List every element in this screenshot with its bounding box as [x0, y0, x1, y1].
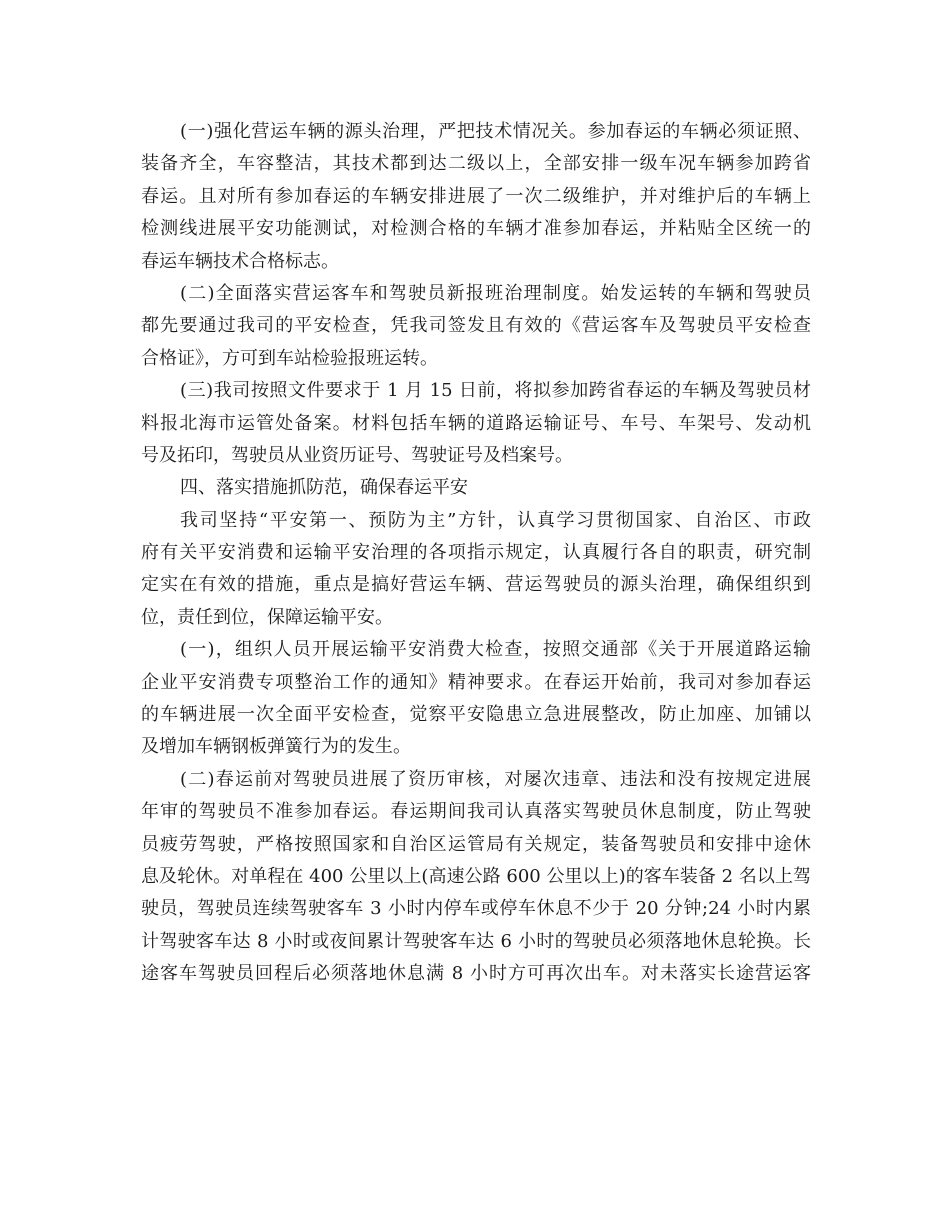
text-line: 四、落实措施抓防范，确保春运平安 [180, 477, 468, 499]
text-line: 府有关平安消费和运输平安治理的各项指示规定，认真履行各自的职责，研究制 [141, 542, 811, 564]
paragraph-p2 [141, 278, 811, 375]
text-line: 年审的驾驶员不准参加春运。春运期间我司认真落实驾驶员休息制度，防止驾驶 [141, 801, 811, 823]
text-line: 驶员，驾驶员连续驾驶客车 3 小时内停车或停车休息不少于 20 分钟;24 小时内累 [141, 898, 811, 920]
text-line: (一)，组织人员开展运输平安消费大检查，按照交通部《关于开展道路运输 [180, 639, 811, 661]
text-line: 的车辆进展一次全面平安检查，觉察平安隐患立急进展整改，防止加座、加铺以 [141, 704, 811, 726]
paragraph-p5 [141, 505, 811, 635]
text-line: 装备齐全，车容整洁，其技术都到达二级以上，全部安排一级车况车辆参加跨省 [141, 153, 811, 175]
paragraph-p1 [141, 116, 811, 278]
text-line: 位，责任到位，保障运输平安。 [141, 606, 393, 628]
text-line: (二)春运前对驾驶员进展了资历审核，对屡次违章、违法和没有按规定进展 [180, 768, 811, 790]
text-line: 息及轮休。对单程在 400 公里以上(高速公路 600 公里以上)的客车装备 2 名以上驾 [141, 865, 811, 887]
text-line: 员疲劳驾驶，严格按照国家和自治区运管局有关规定，装备驾驶员和安排中途休 [141, 833, 811, 855]
text-line: 都先要通过我司的平安检查，凭我司签发且有效的《营运客车及驾驶员平安检查 [141, 315, 811, 337]
text-line: 途客车驾驶员回程后必须落地休息满 8 小时方可再次出车。对未落实长途营运客 [141, 963, 811, 985]
text-line: (一)强化营运车辆的源头治理，严把技术情况关。参加春运的车辆必须证照、 [180, 121, 811, 142]
text-line: 检测线进展平安功能测试，对检测合格的车辆才准参加春运，并粘贴全区统一的 [141, 218, 811, 240]
text-line: 春运车辆技术合格标志。 [141, 250, 339, 272]
text-line: 我司坚持“平安第一、预防为主”方针，认真学习贯彻国家、自治区、市政 [180, 509, 811, 531]
text-line: 计驾驶客车达 8 小时或夜间累计驾驶客车达 6 小时的驾驶员必须落地休息轮换。长 [141, 930, 811, 952]
text-line: 号及拓印，驾驶员从业资历证号、驾驶证号及档案号。 [141, 444, 573, 466]
text-line: 合格证》，方可到车站检验报班运转。 [141, 347, 438, 369]
text-line: (三)我司按照文件要求于 1 月 15 日前，将拟参加跨省春运的车辆及驾驶员材 [180, 380, 811, 402]
paragraph-p6 [141, 634, 811, 764]
text-line: 料报北海市运管处备案。材料包括车辆的道路运输证号、车号、车架号、发动机 [141, 412, 811, 434]
text-line: 企业平安消费专项整治工作的通知》精神要求。在春运开始前，我司对参加春运 [141, 671, 811, 693]
document-body [141, 116, 811, 991]
text-line: 春运。且对所有参加春运的车辆安排进展了一次二级维护，并对维护后的车辆上 [141, 185, 811, 207]
text-line: 及增加车辆钢板弹簧行为的发生。 [141, 736, 411, 758]
text-line: 定实在有效的措施，重点是搞好营运车辆、营运驾驶员的源头治理，确保组织到 [141, 574, 811, 596]
paragraph-p4 [141, 472, 811, 504]
text-line: (二)全面落实营运客车和驾驶员新报班治理制度。始发运转的车辆和驾驶员 [180, 282, 811, 304]
paragraph-p7 [141, 764, 811, 991]
paragraph-p3 [141, 375, 811, 472]
